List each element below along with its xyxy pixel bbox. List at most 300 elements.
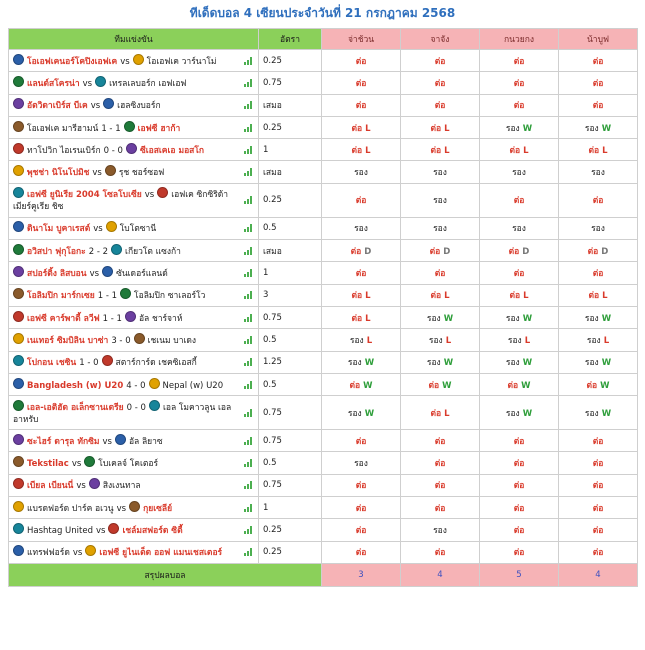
tip-pick: ต่อ [513, 78, 525, 89]
tip-pick: ต่อ [509, 145, 521, 156]
signal-bars-icon[interactable] [244, 481, 254, 489]
signal-bars-icon[interactable] [244, 459, 254, 467]
tip-result: L [602, 291, 608, 302]
tip-cell [401, 430, 480, 452]
home-team: ทาโปวิก ไอเรนเบิร์ก [27, 145, 101, 156]
tip-cell [322, 541, 401, 563]
table-row[interactable] [9, 519, 638, 541]
header-tipster-4: น้าบูฟ [559, 29, 638, 50]
tip-cell [559, 519, 638, 541]
tip-pick: รอง [505, 408, 520, 419]
tip-pick: ต่อ [434, 269, 446, 280]
tip-pick: ต่อ [351, 313, 363, 324]
signal-bars-icon[interactable] [244, 336, 254, 344]
tip-result: W [522, 123, 533, 134]
team-logo-icon [125, 311, 136, 322]
table-row[interactable] [9, 284, 638, 306]
away-team: สิงเงนทาล [102, 481, 141, 492]
tip-pick: รอง [505, 123, 520, 134]
table-row[interactable] [9, 430, 638, 452]
away-team: เอฟซี ฮาก้า [137, 123, 181, 134]
home-team: โอเอฟเคนอร์โคปิงเอฟเค [27, 56, 118, 67]
table-row[interactable] [9, 161, 638, 183]
table-row[interactable] [9, 474, 638, 496]
tip-pick: ต่อ [355, 78, 367, 89]
tip-cell [322, 161, 401, 183]
team-logo-icon [13, 311, 24, 322]
tip-result: W [601, 408, 612, 419]
vs-label: vs [95, 525, 106, 536]
home-team: พุชช่า นิโนโปมิช [27, 168, 90, 179]
page-title: ทีเด็ดบอล 4 เซียนประจำวันที่ 21 กรกฎาคม 2568 [189, 6, 456, 20]
match-cell [9, 519, 259, 541]
tip-cell [480, 351, 559, 373]
tip-pick: รอง [507, 335, 522, 346]
table-row[interactable] [9, 396, 638, 430]
tip-result: D [522, 246, 530, 257]
tip-cell [480, 452, 559, 474]
table-row[interactable] [9, 72, 638, 94]
vs-label: vs [116, 503, 127, 514]
table-row[interactable] [9, 240, 638, 262]
signal-bars-icon[interactable] [244, 269, 254, 277]
tip-cell [322, 396, 401, 430]
signal-bars-icon[interactable] [244, 247, 254, 255]
tip-cell [480, 430, 559, 452]
signal-bars-icon[interactable] [244, 146, 254, 154]
tip-pick: ต่อ [592, 196, 604, 207]
table-row[interactable] [9, 306, 638, 328]
rate-cell: 3 [259, 284, 322, 306]
tip-pick: รอง [505, 358, 520, 369]
away-team: ซีเอสเคเอ มอสโก [139, 145, 205, 156]
team-logo-icon [157, 187, 168, 198]
team-logo-icon [13, 143, 24, 154]
tip-cell [322, 430, 401, 452]
rate-cell: 0.5 [259, 452, 322, 474]
tip-cell [401, 541, 480, 563]
tip-result: W [522, 408, 533, 419]
tip-cell [480, 183, 559, 217]
tip-cell [322, 519, 401, 541]
tip-cell [322, 139, 401, 161]
rate-cell: 0.75 [259, 396, 322, 430]
match-score: 3 - 0 [111, 335, 131, 346]
tip-pick: ต่อ [434, 78, 446, 89]
tip-pick: รอง [426, 358, 441, 369]
tip-cell [401, 94, 480, 116]
tip-result: L [365, 291, 371, 302]
away-team: เชเนม บาเดง [147, 335, 197, 346]
team-logo-icon [111, 244, 122, 255]
team-logo-icon [115, 434, 126, 445]
tip-pick: ต่อ [592, 548, 604, 559]
signal-bars-icon[interactable] [244, 124, 254, 132]
vs-label: vs [120, 56, 130, 67]
vs-label: vs [71, 459, 82, 470]
table-row[interactable] [9, 329, 638, 351]
team-logo-icon [149, 400, 160, 411]
tip-pick: ต่อ [513, 459, 525, 470]
table-row[interactable] [9, 116, 638, 138]
tip-pick: ต่อ [592, 101, 604, 112]
tip-pick: รอง [354, 168, 368, 179]
rate-cell: 0.25 [259, 541, 322, 563]
away-team: สตาร์การ์ด เชคซิเอสกี้ [115, 358, 197, 369]
tip-result: L [444, 291, 450, 302]
rate-cell: 0.25 [259, 183, 322, 217]
tip-pick: ต่อ [592, 436, 604, 447]
header-rate: อัตรา [259, 29, 322, 50]
match-cell [9, 452, 259, 474]
table-row[interactable] [9, 351, 638, 373]
match-cell [9, 217, 259, 239]
rate-cell: 0.5 [259, 217, 322, 239]
vs-label: vs [92, 168, 102, 179]
tip-pick: รอง [433, 168, 447, 179]
table-row[interactable] [9, 373, 638, 395]
tip-result: D [443, 246, 451, 257]
rate-cell: 0.75 [259, 474, 322, 496]
away-team: เฮลซิงบอร์ก [117, 101, 161, 112]
signal-bars-icon[interactable] [244, 314, 254, 322]
home-team: Bangladesh (w) U20 [27, 380, 124, 391]
tip-pick: รอง [433, 525, 447, 536]
match-cell [9, 50, 259, 72]
tip-cell [401, 284, 480, 306]
tip-result: L [365, 145, 371, 156]
tip-result: W [364, 408, 375, 419]
match-cell [9, 183, 259, 217]
tip-pick: ต่อ [355, 481, 367, 492]
match-cell [9, 240, 259, 262]
vs-label: vs [90, 101, 101, 112]
tip-result: L [444, 408, 450, 419]
tip-cell [401, 474, 480, 496]
tip-pick: ต่อ [513, 481, 525, 492]
team-logo-icon [134, 333, 145, 344]
team-logo-icon [13, 355, 24, 366]
tip-cell [559, 306, 638, 328]
signal-bars-icon[interactable] [244, 381, 254, 389]
match-score: 1 - 1 [97, 291, 118, 302]
match-cell [9, 116, 259, 138]
tip-pick: ต่อ [355, 56, 367, 67]
tip-pick: ต่อ [587, 246, 599, 257]
tip-cell [480, 329, 559, 351]
tip-pick: ต่อ [509, 291, 521, 302]
match-cell [9, 72, 259, 94]
tip-cell [480, 217, 559, 239]
tip-pick: รอง [584, 123, 599, 134]
tip-cell [559, 240, 638, 262]
team-logo-icon [13, 54, 24, 65]
team-logo-icon [13, 121, 24, 132]
home-team: ดินาโม บูคาเรสต์ [27, 224, 91, 235]
tip-cell [322, 306, 401, 328]
tip-pick: ต่อ [588, 291, 600, 302]
tip-cell [401, 262, 480, 284]
tip-pick: ต่อ [355, 503, 367, 514]
tip-cell [559, 351, 638, 373]
tip-cell [480, 541, 559, 563]
away-team: เอฟซี ยูไนเต็ด ออฟ แมนเชสเตอร์ [99, 548, 223, 559]
away-team: กุยเซลีย์ [143, 503, 173, 514]
team-logo-icon [108, 523, 119, 534]
table-row[interactable] [9, 50, 638, 72]
tip-cell [401, 452, 480, 474]
tip-result: L [523, 291, 529, 302]
signal-bars-icon[interactable] [244, 168, 254, 176]
tip-cell [401, 396, 480, 430]
table-body [9, 50, 638, 564]
tip-cell [401, 217, 480, 239]
tip-pick: รอง [591, 224, 605, 235]
signal-bars-icon[interactable] [244, 504, 254, 512]
signal-bars-icon[interactable] [244, 291, 254, 299]
match-cell [9, 306, 259, 328]
tip-result: W [443, 358, 454, 369]
tip-pick: ต่อ [434, 101, 446, 112]
tip-result: W [363, 380, 373, 391]
home-team: โอเอฟเค มารีฮามน์ [27, 123, 99, 134]
signal-bars-icon[interactable] [244, 409, 254, 417]
tip-pick: ต่อ [592, 56, 604, 67]
team-logo-icon [13, 76, 24, 87]
signal-bars-icon[interactable] [244, 196, 254, 204]
tip-cell [559, 262, 638, 284]
signal-bars-icon[interactable] [244, 57, 254, 65]
rate-cell: 0.75 [259, 430, 322, 452]
tip-cell [480, 284, 559, 306]
match-cell [9, 284, 259, 306]
signal-bars-icon[interactable] [244, 224, 254, 232]
tip-pick: ต่อ [434, 481, 446, 492]
rate-cell: 0.5 [259, 373, 322, 395]
tip-pick: ต่อ [592, 525, 604, 536]
table-row[interactable] [9, 262, 638, 284]
signal-bars-icon[interactable] [244, 101, 254, 109]
tip-pick: ต่อ [351, 123, 363, 134]
tip-cell [401, 329, 480, 351]
team-logo-icon [103, 98, 114, 109]
away-team: โบเคลจ์ โคเตอร์ [98, 459, 159, 470]
tip-pick: รอง [347, 358, 362, 369]
summary-value-3: 5 [480, 563, 559, 586]
header-match: ทีมแข่งขัน [9, 29, 259, 50]
table-row[interactable] [9, 217, 638, 239]
team-logo-icon [85, 545, 96, 556]
tip-cell [559, 94, 638, 116]
tip-result: W [521, 380, 531, 391]
tip-cell [401, 139, 480, 161]
tip-pick: ต่อ [349, 380, 361, 391]
team-logo-icon [106, 221, 117, 232]
match-score: 1 - 1 [102, 313, 122, 324]
rate-cell: 0.75 [259, 72, 322, 94]
signal-bars-icon[interactable] [244, 79, 254, 87]
table-row[interactable] [9, 497, 638, 519]
home-team: อัตวิดาเบิร์ส บีเค [27, 101, 88, 112]
tip-cell [401, 373, 480, 395]
tip-pick: รอง [591, 168, 605, 179]
tip-cell [559, 430, 638, 452]
tip-result: L [602, 145, 608, 156]
tip-cell [401, 161, 480, 183]
tip-cell [322, 474, 401, 496]
tip-pick: ต่อ [508, 246, 520, 257]
team-logo-icon [105, 165, 116, 176]
tip-cell [401, 519, 480, 541]
tip-pick: ต่อ [430, 123, 442, 134]
tip-pick: ต่อ [434, 503, 446, 514]
rate-cell: 1 [259, 497, 322, 519]
home-team: เอล-เอติฮัด อเล็กซานเดรีย [27, 402, 124, 413]
tip-pick: ต่อ [592, 269, 604, 280]
team-logo-icon [13, 244, 24, 255]
tip-cell [322, 351, 401, 373]
tip-result: W [601, 358, 612, 369]
tip-pick: ต่อ [513, 196, 525, 207]
tip-pick: ต่อ [434, 436, 446, 447]
vs-label: vs [76, 481, 86, 492]
tip-result: W [600, 380, 610, 391]
tip-cell [322, 50, 401, 72]
away-team: โอเอฟเค วาร์นาโม่ [146, 56, 217, 67]
team-logo-icon [120, 288, 131, 299]
home-team: โปกอน เชซิน [27, 358, 77, 369]
match-cell [9, 161, 259, 183]
tip-result: L [365, 123, 371, 134]
signal-bars-icon[interactable] [244, 526, 254, 534]
tip-result: L [444, 145, 450, 156]
tip-pick: ต่อ [434, 459, 446, 470]
tip-cell [480, 139, 559, 161]
tip-pick: ต่อ [513, 269, 525, 280]
team-logo-icon [89, 478, 100, 489]
tip-result: W [442, 380, 452, 391]
table-row[interactable] [9, 183, 638, 217]
tip-cell [322, 240, 401, 262]
tip-pick: ต่อ [586, 380, 598, 391]
header-tipster-3: กนวยกง [480, 29, 559, 50]
home-team: Hashtag United [27, 525, 93, 536]
tip-pick: ต่อ [351, 145, 363, 156]
table-row[interactable] [9, 541, 638, 563]
tip-pick: ต่อ [355, 269, 367, 280]
tip-pick: ต่อ [429, 246, 441, 257]
tip-result: D [601, 246, 609, 257]
tip-result: D [364, 246, 372, 257]
tip-cell [322, 94, 401, 116]
team-logo-icon [124, 121, 135, 132]
home-team: แบรดฟอร์ด ปาร์ค อเวนู [27, 503, 114, 514]
away-team: โอลิมปิก ซาเลอร์โว [134, 291, 206, 302]
away-team: เทรลเลบอร์ก เอฟเอฟ [109, 78, 187, 89]
tip-cell [480, 519, 559, 541]
signal-bars-icon[interactable] [244, 358, 254, 366]
team-logo-icon [13, 98, 24, 109]
tip-result: W [443, 313, 454, 324]
tip-pick: ต่อ [592, 78, 604, 89]
tip-pick: ต่อ [355, 548, 367, 559]
home-team: สปอร์ติ้ง ลิสบอน [27, 269, 87, 280]
tip-pick: รอง [354, 459, 368, 470]
tips-table [8, 28, 638, 587]
tip-cell [559, 217, 638, 239]
tip-cell [401, 183, 480, 217]
tip-cell [401, 351, 480, 373]
team-logo-icon [13, 523, 24, 534]
table-row[interactable] [9, 452, 638, 474]
tip-cell [559, 183, 638, 217]
match-cell [9, 262, 259, 284]
tip-pick: รอง [586, 335, 601, 346]
signal-bars-icon[interactable] [244, 548, 254, 556]
team-logo-icon [13, 187, 24, 198]
away-team: อัล ลิยาซ [128, 436, 163, 447]
vs-label: vs [82, 78, 93, 89]
team-logo-icon [13, 266, 24, 277]
tip-cell [559, 497, 638, 519]
tip-cell [559, 284, 638, 306]
team-logo-icon [13, 501, 24, 512]
match-cell [9, 373, 259, 395]
vs-label: vs [93, 224, 103, 235]
tip-cell [559, 396, 638, 430]
match-score: 4 - 0 [126, 380, 146, 391]
tip-cell [559, 541, 638, 563]
table-row[interactable] [9, 139, 638, 161]
team-logo-icon [13, 545, 24, 556]
team-logo-icon [13, 378, 24, 389]
tip-cell [322, 284, 401, 306]
tip-cell [401, 306, 480, 328]
tip-cell [559, 452, 638, 474]
tip-pick: รอง [512, 168, 526, 179]
tip-result: L [603, 335, 610, 346]
tip-cell [480, 306, 559, 328]
tip-pick: รอง [428, 335, 443, 346]
vs-label: vs [72, 548, 83, 559]
tip-cell [559, 329, 638, 351]
match-cell [9, 351, 259, 373]
signal-bars-icon[interactable] [244, 437, 254, 445]
tip-pick: ต่อ [588, 145, 600, 156]
team-logo-icon [95, 76, 106, 87]
tip-cell [480, 50, 559, 72]
match-score: 1 - 1 [101, 123, 121, 134]
tip-result: L [523, 145, 529, 156]
rate-cell: 0.25 [259, 50, 322, 72]
tip-cell [559, 161, 638, 183]
tip-cell [480, 72, 559, 94]
tip-result: L [445, 335, 452, 346]
match-cell [9, 497, 259, 519]
tip-result: W [601, 123, 612, 134]
team-logo-icon [102, 355, 113, 366]
team-logo-icon [13, 434, 24, 445]
table-row[interactable] [9, 94, 638, 116]
home-team: เบียล เบียนนี่ [27, 481, 74, 492]
tip-cell [401, 240, 480, 262]
tip-result: L [444, 123, 450, 134]
match-score: 0 - 0 [126, 402, 146, 413]
home-team: เอฟซี คาร์พาตี้ ลวีฟ [27, 313, 100, 324]
tip-cell [322, 262, 401, 284]
tip-result: W [601, 313, 612, 324]
match-cell [9, 430, 259, 452]
